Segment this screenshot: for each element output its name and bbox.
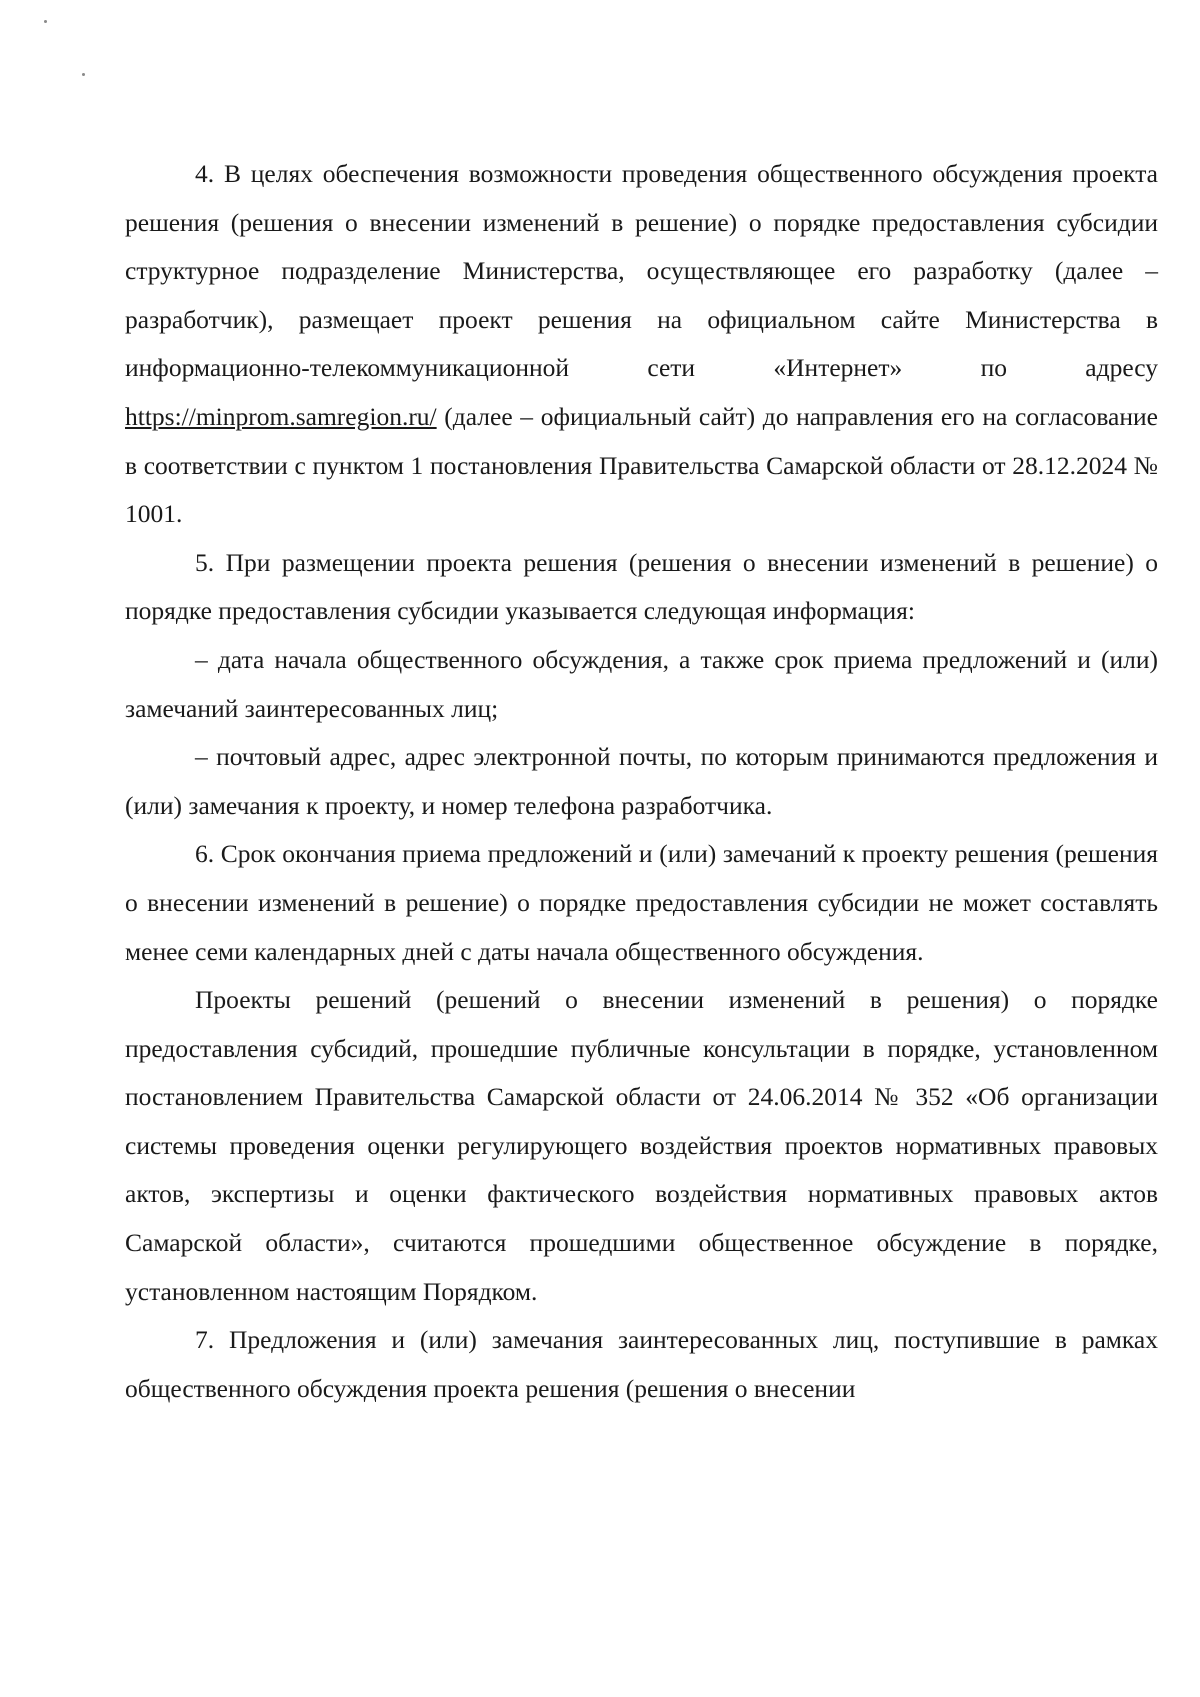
scan-speck xyxy=(44,20,47,23)
paragraph-4-text-end: (далее – официальный сайт) до направления его на согласование в соответствии с пунктом 1 постановления Правительства Самарской области от 28.12.2024 № 1001. xyxy=(125,401,1158,529)
paragraph-6: 6. Срок окончания приема предложений и (или) замечаний к проекту решения (решения о внесении изменений в решение) о порядке предоставления субсидии не может составлять менее семи календарных дней с даты начала общественного обсуждения. xyxy=(125,839,1158,966)
paragraph-5: 5. При размещении проекта решения (решения о внесении изменений в решение) о порядке предоставления субсидии указывается следующая информация: xyxy=(125,547,1158,626)
paragraph-5-item-date: – дата начала общественного обсуждения, а также срок приема предложений и (или) замечаний заинтересованных лиц; xyxy=(125,644,1158,723)
paragraph-4 xyxy=(125,150,1158,539)
official-site-link[interactable]: https://minprom.samregion.ru/ xyxy=(125,401,437,431)
paragraph-5-item-address: – почтовый адрес, адрес электронной почты, по которым принимаются предложения и (или) замечания к проекту, и номер телефона разработчика. xyxy=(125,742,1158,820)
document-body xyxy=(125,150,1158,1413)
paragraph-6-continuation: Проекты решений (решений о внесении изменений в решения) о порядке предоставления субсидий, прошедшие публичные консультации в порядке, установленном постановлением Правительства Самарской области от 24.06.2014 № 352 «Об организации системы проведения оценки регулирующего воздействия проектов нормативных правовых актов, экспертизы и оценки фактического воздействия нормативных правовых актов Самарской области», считаются прошедшими общественное обсуждение в порядке, установленном настоящим Порядком. xyxy=(125,985,1158,1306)
paragraph-7: 7. Предложения и (или) замечания заинтересованных лиц, поступившие в рамках общественного обсуждения проекта решения (решения о внесении xyxy=(125,1325,1158,1403)
scan-speck xyxy=(82,73,85,76)
paragraph-4-text-start: 4. В целях обеспечения возможности проведения общественного обсуждения проекта решения (решения о внесении изменений в решение) о порядке предоставления субсидии структурное подразделение Министерства, осуществляющее его разработку (далее – разработчик), размещает проект решения на официальном сайте Министерства в информационно-телекоммуникационной сети «Интернет» по адресу xyxy=(125,159,1158,383)
